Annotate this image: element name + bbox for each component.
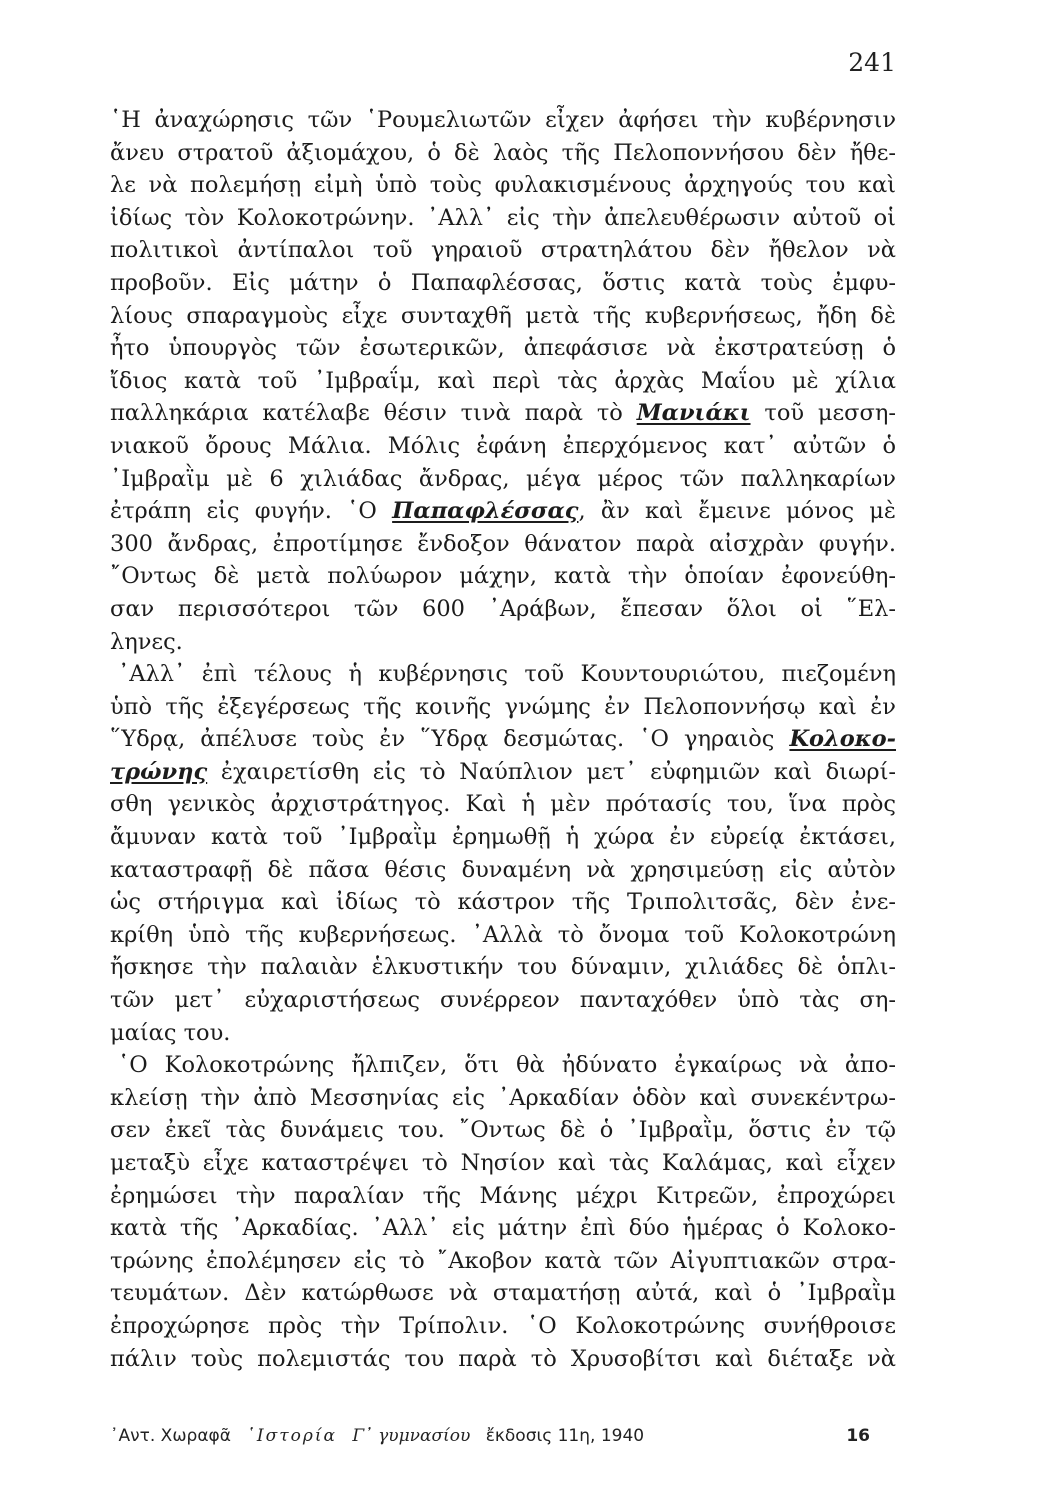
- line-text: ᾿Ιμβραῒμ μὲ 6 χιλιάδας ἄνδρας, μέγα μέρος τῶν παλληκαρίων: [110, 465, 896, 492]
- emphasized-name: Παπαφλέσσας: [392, 498, 579, 525]
- line-text: ὡς στήριγμα καὶ ἰδίως τὸ κάστρον τῆς Τριπολιτσᾶς, δὲν ἐνε-: [110, 889, 896, 916]
- text-line: [110, 137, 896, 170]
- line-text-before: ῞Υδρᾳ, ἀπέλυσε τοὺς ἐν ῞Υδρᾳ δεσμώτας. ῾Ο γηραιὸς: [110, 726, 790, 753]
- text-line: [110, 104, 896, 137]
- line-text: ἐπροχώρησε πρὸς τὴν Τρίπολιν. ῾Ο Κολοκοτρώνης συνήθροισε: [110, 1312, 896, 1339]
- line-text: καταστραφῇ δὲ πᾶσα θέσις δυναμένη νὰ χρησιμεύσῃ εἰς αὐτὸν: [110, 856, 896, 883]
- text-line: [110, 1277, 896, 1310]
- emphasized-name: τρώνης: [110, 758, 208, 785]
- line-text: νιακοῦ ὄρους Μάλια. Μόλις ἐφάνη ἐπερχόμενος κατ᾿ αὐτῶν ὁ: [110, 432, 896, 459]
- line-text: 300 ἄνδρας, ἐπροτίμησε ἔνδοξον θάνατον παρὰ αἰσχρὰν φυγήν.: [110, 530, 896, 557]
- line-text: ἰδίως τὸν Κολοκοτρώνην. ᾿Αλλ᾿ εἰς τὴν ἀπελευθέρωσιν αὐτοῦ οἱ: [110, 204, 896, 231]
- text-line: [110, 984, 896, 1017]
- footer-title: ῾Ιστορία: [246, 1426, 337, 1446]
- line-text: ῾Ο Κολοκοτρώνης ἤλπιζεν, ὅτι θὰ ἠδύνατο ἐγκαίρως νὰ ἀπο-: [118, 1052, 896, 1079]
- line-text-before: ἐτράπη εἰς φυγήν. ῾Ο: [110, 498, 393, 525]
- footer-edition: ἔκδοσις 11η, 1940: [485, 1426, 645, 1446]
- text-line: [110, 300, 896, 333]
- text-line: [110, 593, 896, 626]
- footer-signature-mark: 16: [846, 1426, 870, 1446]
- text-line: [110, 1049, 896, 1082]
- text-line: [110, 788, 896, 821]
- line-text: τρώνης ἐπολέμησεν εἰς τὸ ῎Ακοβον κατὰ τῶν Αἰγυπτιακῶν στρα-: [110, 1247, 896, 1274]
- text-line: [110, 528, 896, 561]
- text-line: [110, 1212, 896, 1245]
- line-text: μεταξὺ εἶχε καταστρέψει τὸ Νησίον καὶ τὰς Καλάμας, καὶ εἶχεν: [110, 1150, 896, 1176]
- line-text: τῶν μετ᾿ εὐχαριστήσεως συνέρρεον πανταχόθεν ὑπὸ τὰς ση-: [110, 987, 896, 1014]
- text-line: [110, 234, 896, 267]
- text-line: [110, 202, 896, 235]
- text-line: [110, 723, 896, 756]
- line-text: λε νὰ πολεμήσῃ εἰμὴ ὑπὸ τοὺς φυλακισμένους ἀρχηγούς του καὶ: [110, 172, 896, 199]
- body-text: [110, 104, 896, 1375]
- text-line: [110, 951, 896, 984]
- text-line: [110, 691, 896, 724]
- text-line: [110, 919, 896, 952]
- emphasized-name: Μανιάκι: [636, 400, 751, 427]
- text-line: [110, 1017, 896, 1050]
- text-line: [110, 365, 896, 398]
- footer-author: ᾿Αντ. Χωραφᾶ: [110, 1426, 231, 1446]
- text-line: [110, 1245, 896, 1278]
- line-text-before: παλληκάρια κατέλαβε θέσιν τινὰ παρὰ τὸ: [110, 400, 637, 427]
- line-text: ἄμυναν κατὰ τοῦ ᾿Ιμβραῒμ ἐρημωθῇ ἡ χώρα ἐν εὐρείᾳ ἐκτάσει,: [110, 824, 896, 851]
- text-line: [110, 1082, 896, 1115]
- line-text: ᾿Αλλ᾿ ἐπὶ τέλους ἡ κυβέρνησις τοῦ Κουντουριώτου, πιεζομένη: [118, 661, 896, 688]
- line-text-after: ἐχαιρετίσθη εἰς τὸ Ναύπλιον μετ᾿ εὐφημιῶν καὶ διωρί-: [207, 758, 896, 785]
- text-line: [110, 1343, 896, 1376]
- line-text: ληνες.: [110, 628, 183, 655]
- footer-citation: [110, 1426, 870, 1446]
- line-text: πολιτικοὶ ἀντίπαλοι τοῦ γηραιοῦ στρατηλάτου δὲν ἤθελον νὰ: [110, 237, 896, 264]
- text-line: [110, 756, 896, 789]
- text-line: [110, 1310, 896, 1343]
- line-text: ἄνευ στρατοῦ ἀξιομάχου, ὁ δὲ λαὸς τῆς Πελοποννήσου δὲν ἤθε-: [110, 139, 896, 166]
- line-text: κλείσῃ τὴν ἀπὸ Μεσσηνίας εἰς ᾿Αρκαδίαν ὁδὸν καὶ συνεκέντρω-: [110, 1084, 896, 1111]
- text-line: [110, 397, 896, 430]
- line-text: κατὰ τῆς ᾿Αρκαδίας. ᾿Αλλ᾿ εἰς μάτην ἐπὶ δύο ἡμέρας ὁ Κολοκο-: [110, 1215, 896, 1242]
- line-text: κρίθη ὑπὸ τῆς κυβερνήσεως. ᾿Αλλὰ τὸ ὄνομα τοῦ Κολοκοτρώνη: [110, 921, 896, 948]
- text-line: [110, 1147, 896, 1180]
- text-line: [110, 854, 896, 887]
- line-text: ἤσκησε τὴν παλαιὰν ἑλκυστικήν του δύναμιν, χιλιάδες δὲ ὁπλι-: [110, 954, 896, 981]
- line-text-after: τοῦ μεσση-: [750, 400, 896, 427]
- text-line: [110, 821, 896, 854]
- line-text: τευμάτων. Δὲν κατώρθωσε νὰ σταματήσῃ αὐτά, καὶ ὁ ᾿Ιμβραῒμ: [110, 1280, 896, 1307]
- text-line: [110, 626, 896, 659]
- text-line: [110, 495, 896, 528]
- line-text: ὑπὸ τῆς ἐξεγέρσεως τῆς κοινῆς γνώμης ἐν Πελοποννήσῳ καὶ ἐν: [110, 693, 896, 720]
- line-text: ἐρημώσει τὴν παραλίαν τῆς Μάνης μέχρι Κιτρεῶν, ἐπροχώρει: [110, 1182, 896, 1209]
- page-number: 241: [848, 48, 896, 77]
- line-text-after: , ἂν καὶ ἔμεινε μόνος μὲ: [578, 498, 896, 525]
- line-text: σθη γενικὸς ἀρχιστράτηγος. Καὶ ἡ μὲν πρότασίς του, ἵνα πρὸς: [110, 791, 896, 818]
- line-text: μαίας του.: [110, 1019, 231, 1046]
- line-text: πάλιν τοὺς πολεμιστάς του παρὰ τὸ Χρυσοβίτσι καὶ διέταξε νὰ: [110, 1345, 896, 1372]
- text-line: [110, 1180, 896, 1213]
- line-text: σεν ἐκεῖ τὰς δυνάμεις του. ῎Οντως δὲ ὁ ᾿Ιμβραῒμ, ὅστις ἐν τῷ: [110, 1117, 896, 1144]
- text-line: [110, 560, 896, 593]
- line-text: λίους σπαραγμοὺς εἶχε συνταχθῆ μετὰ τῆς κυβερνήσεως, ἤδη δὲ: [110, 302, 896, 329]
- text-line: [110, 267, 896, 300]
- line-text: ῾Η ἀναχώρησις τῶν ῾Ρουμελιωτῶν εἶχεν ἀφήσει τὴν κυβέρνησιν: [110, 107, 896, 133]
- line-text: ἦτο ὑπουργὸς τῶν ἐσωτερικῶν, ἀπεφάσισε νὰ ἐκστρατεύσῃ ὁ: [110, 335, 896, 362]
- text-line: [110, 430, 896, 463]
- emphasized-name: Κολοκο-: [789, 726, 896, 753]
- text-line: [110, 169, 896, 202]
- text-line: [110, 658, 896, 691]
- line-text: σαν περισσότεροι τῶν 600 ᾿Αράβων, ἔπεσαν ὅλοι οἱ ῞Ελ-: [110, 595, 896, 622]
- footer-grade: Γ᾿ γυμνασίου: [352, 1426, 471, 1446]
- text-line: [110, 886, 896, 919]
- text-line: [110, 1114, 896, 1147]
- text-line: [110, 332, 896, 365]
- line-text: προβοῦν. Εἰς μάτην ὁ Παπαφλέσσας, ὅστις κατὰ τοὺς ἐμφυ-: [110, 269, 896, 296]
- line-text: ῎Οντως δὲ μετὰ πολύωρον μάχην, κατὰ τὴν ὁποίαν ἐφονεύθη-: [110, 563, 896, 590]
- text-line: [110, 463, 896, 496]
- line-text: ἴδιος κατὰ τοῦ ᾿Ιμβραΐμ, καὶ περὶ τὰς ἀρχὰς Μαΐου μὲ χίλια: [110, 367, 896, 394]
